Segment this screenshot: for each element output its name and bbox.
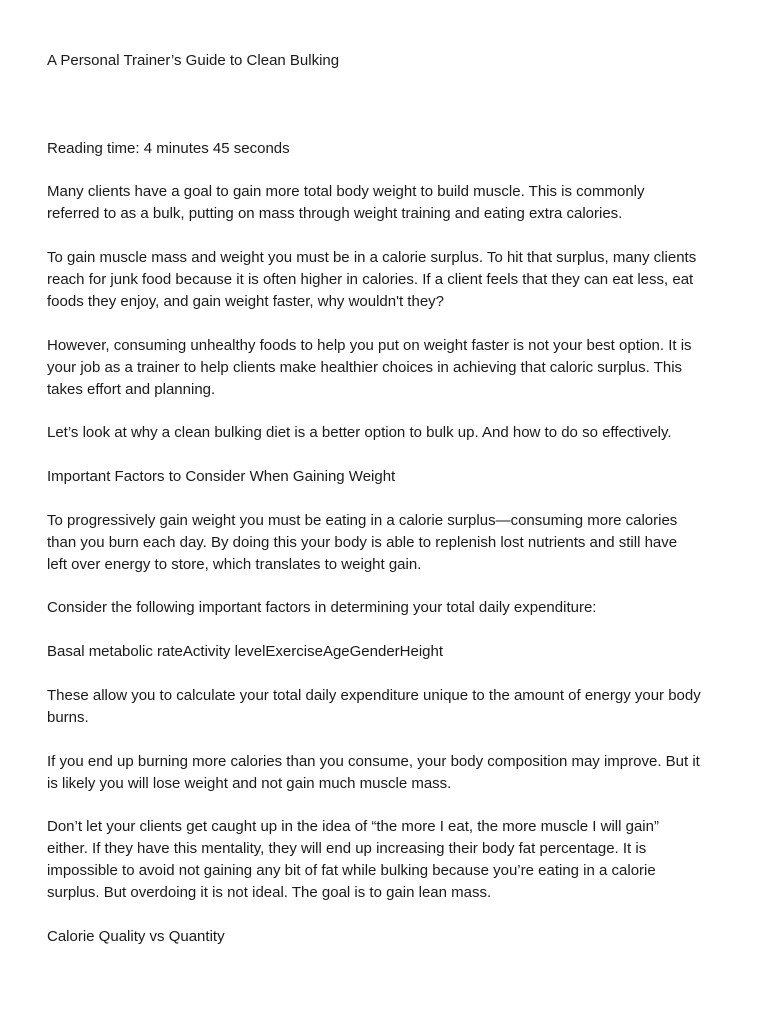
text-line: To progressively gain weight you must be eating in a calorie surplus—consuming more calories xyxy=(47,512,678,529)
text-line: takes effort and planning. xyxy=(47,381,216,398)
text-line: burns. xyxy=(47,709,89,726)
reading-time: Reading time: 4 minutes 45 seconds xyxy=(47,140,290,157)
section-heading-factors: Important Factors to Consider When Gaining Weight xyxy=(47,468,396,485)
section-heading-calorie-quality: Calorie Quality vs Quantity xyxy=(47,928,225,945)
paragraph-unhealthy-foods xyxy=(47,335,737,401)
text-line: Consider the following important factors in determining your total daily expenditure: xyxy=(47,599,597,616)
text-line: foods they enjoy, and gain weight faster, why wouldn't they? xyxy=(47,293,445,310)
paragraph-burning-calories xyxy=(47,751,737,795)
text-line: Let’s look at why a clean bulking diet is a better option to bulk up. And how to do so effectively. xyxy=(47,424,672,441)
text-line: If you end up burning more calories than you consume, your body composition may improve. But it xyxy=(47,753,700,770)
text-line: than you burn each day. By doing this your body is able to replenish lost nutrients and still have xyxy=(47,534,678,551)
paragraph-calorie-surplus xyxy=(47,247,737,313)
text-line: Many clients have a goal to gain more total body weight to build muscle. This is commonly xyxy=(47,183,645,200)
text-line: Don’t let your clients get caught up in the idea of “the more I eat, the more muscle I will gain” xyxy=(47,818,659,835)
text-line: These allow you to calculate your total daily expenditure unique to the amount of energy your body xyxy=(47,687,701,704)
text-line: Basal metabolic rateActivity levelExerciseAgeGenderHeight xyxy=(47,643,444,660)
text-line: To gain muscle mass and weight you must be in a calorie surplus. To hit that surplus, many clients xyxy=(47,249,697,266)
document-title: A Personal Trainer’s Guide to Clean Bulking xyxy=(47,52,340,69)
paragraph-factor-list xyxy=(47,641,737,663)
paragraph-intro xyxy=(47,181,737,225)
text-line: left over energy to store, which translates to weight gain. xyxy=(47,556,422,573)
text-line: surplus. But overdoing it is not ideal. The goal is to gain lean mass. xyxy=(47,884,492,901)
text-line: your job as a trainer to help clients make healthier choices in achieving that caloric surplus. This xyxy=(47,359,683,376)
text-line: referred to as a bulk, putting on mass through weight training and eating extra calories. xyxy=(47,205,623,222)
text-line: is likely you will lose weight and not gain much muscle mass. xyxy=(47,775,452,792)
paragraph-daily-expenditure xyxy=(47,685,737,729)
text-line: either. If they have this mentality, they will end up increasing their body fat percentage. It is xyxy=(47,840,647,857)
paragraph-progressive-gain xyxy=(47,510,737,576)
text-line: However, consuming unhealthy foods to help you put on weight faster is not your best option. It is xyxy=(47,337,692,354)
paragraph-clean-bulking xyxy=(47,422,737,444)
text-line: reach for junk food because it is often higher in calories. If a client feels that they can eat less, eat xyxy=(47,271,694,288)
paragraph-more-i-eat xyxy=(47,816,737,904)
text-line: impossible to avoid not gaining any bit of fat while bulking because you’re eating in a calorie xyxy=(47,862,656,879)
paragraph-consider-factors xyxy=(47,597,737,619)
